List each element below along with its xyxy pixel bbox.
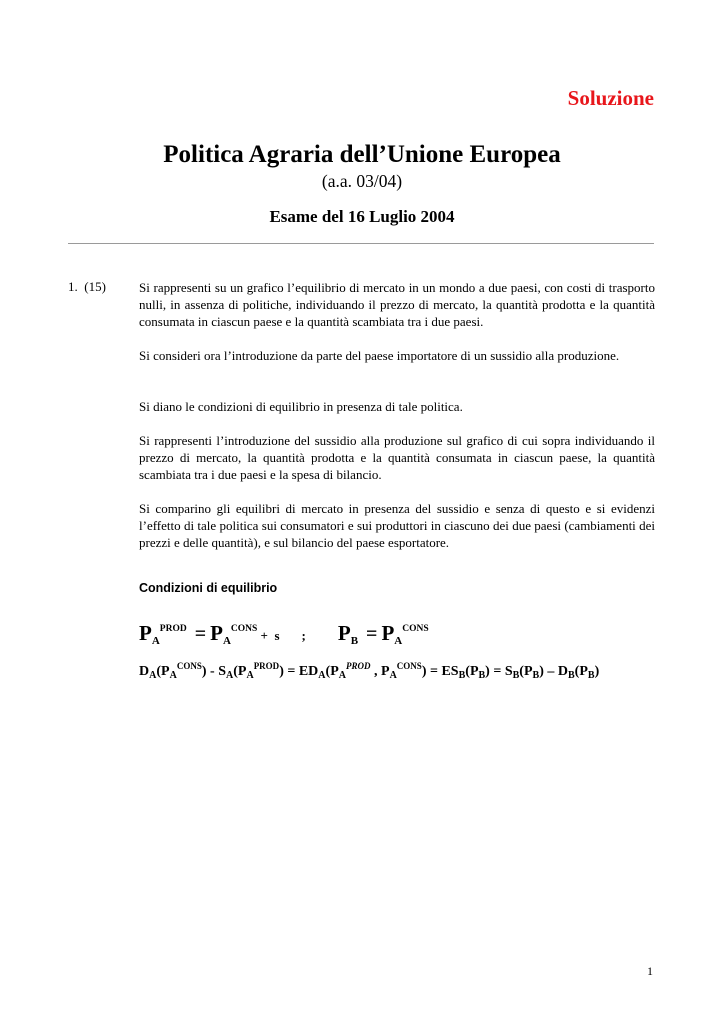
page-title: Politica Agraria dell’Unione Europea xyxy=(163,141,561,168)
section-title: Condizioni di equilibrio xyxy=(139,581,278,595)
question-points: (15) xyxy=(84,279,106,294)
question-paragraph-3: Si diano le condizioni di equilibrio in presenza di tale politica. xyxy=(139,399,463,414)
equilibrium-equation-2: $D_A(P_A^{CONS}) - S_A(P_A^{PROD}) = ED_A(P_A^{PROD}$ , $P_A^{CONS}) = ES_B(P_B) = S_B(P_B) - D_B(P_B)$ xyxy=(139,661,600,681)
question-paragraph-2: Si consideri ora l’introduzione da parte del paese importatore di un sussidio alla produzione. xyxy=(139,348,620,363)
academic-year: (a.a. 03/04) xyxy=(321,171,403,191)
equilibrium-equation-1: $P_A^{PROD} = P_A^{CONS} + s$ ; $P_B = P_A^{CONS}$ xyxy=(139,621,429,647)
header-divider xyxy=(68,243,654,244)
question-paragraph-5: Si comparino gli equilibri di mercato in presenza del sussidio e senza di questo e si evidenzi l’effetto di tale politica sui consumatori e sui produttori in ciascuno dei due paesi (cambiamenti dei prezzi e delle quantità), e sul bilancio del paese esportatore. xyxy=(139,501,655,550)
question-number xyxy=(68,279,106,295)
question-index: 1. xyxy=(68,279,78,294)
solution-label: Soluzione xyxy=(567,86,654,110)
exam-date: Esame del 16 Luglio 2004 xyxy=(269,207,455,226)
question-paragraph-4: Si rappresenti l’introduzione del sussidio alla produzione sul grafico di cui sopra individuando il prezzo di mercato, la quantità prodotta e la quantità consumata in ciascun paese, la quantità scambiata tra i due paesi e la spesa di bilancio. xyxy=(139,433,655,482)
question-paragraph-1: Si rappresenti su un grafico l’equilibrio di mercato in un mondo a due paesi, con costi di trasporto nulli, in assenza di politiche, individuando il prezzo di mercato, la quantità prodotta e la quantità consumata in ciascun paese e la quantità scambiata tra i due paesi. xyxy=(139,280,655,329)
page-number: 1 xyxy=(647,964,653,978)
